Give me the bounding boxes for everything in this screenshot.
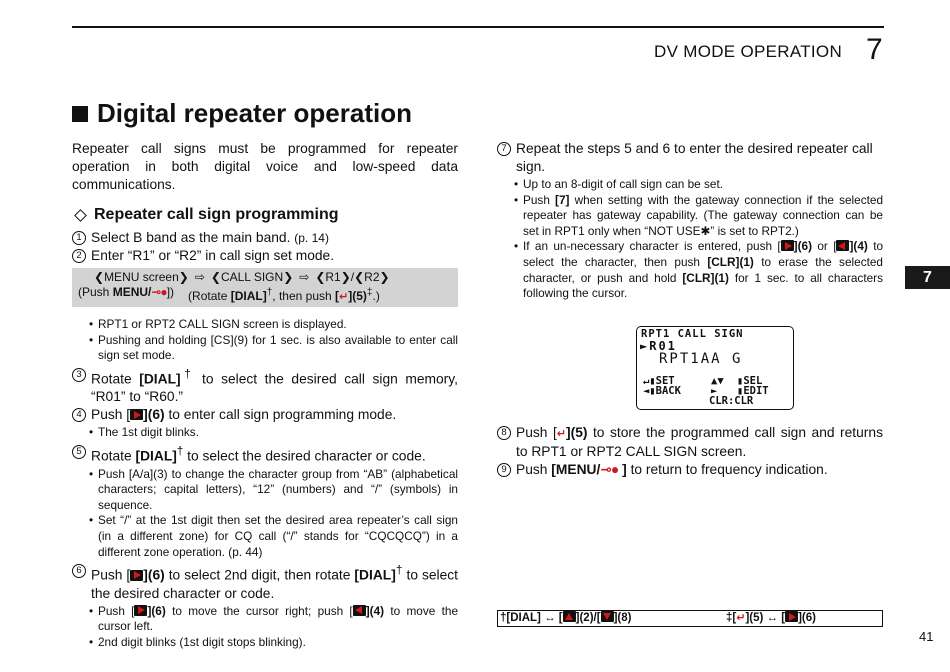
menu-key-icon: ⊸● [600,462,619,477]
push-text: (Push [78,285,110,299]
rotate-end: .) [372,289,380,303]
lcd-clr: CLR:CLR [709,395,754,407]
down-arrow-key-icon [601,611,614,622]
note-item [72,604,458,635]
step-text: Select B band as the main band. [91,230,291,245]
sequence-actions: (Push MENU/⊸●]) (Rotate [DIAL]†, then push [↵](5)‡.) [78,285,380,303]
step-9 [497,461,883,479]
note-item [497,193,883,240]
page-ref: (p. 14) [294,231,329,245]
footnote-bracket: [ [558,612,563,624]
rotate-then-push: , then push [272,289,332,303]
dial-key-label: [DIAL] [135,448,177,464]
step-2 [72,247,458,265]
subsection-title-text: Repeater call sign programming [94,206,339,223]
enter-key-icon: ↵ [556,428,566,440]
left-arrow-key-icon [353,605,366,616]
note-item: • Push [A/a](3) to change the character group from “AB” (alphabetical characters; capital letters), “12” (numbers) and “/” (symbols) in sequence. [72,467,458,514]
section-title: DV MODE OPERATION [654,42,843,61]
push-text-end: ]) [166,285,175,299]
step-4 [72,406,458,424]
menu-key-label: [MENU/ [551,462,601,477]
note-text: to select the character, then push [523,239,884,269]
step-text: Rotate [91,448,132,464]
key-label: ](4) [365,603,385,618]
note-text: ” is set to RPT2.) [710,223,799,238]
footnote-box [497,610,883,627]
seq-r2: R2 [364,270,380,284]
step-8 [497,424,883,461]
lcd-title: RPT1 CALL SIGN [641,328,744,340]
key-label: ](6) [147,603,166,618]
enter-key-label: ](5) [348,289,367,303]
step-3: 3 Rotate [DIAL]† to select the desired call sign memory, “R01” to “R60.” [72,366,458,407]
step-text-end: to select the desired call sign memory, “R01” to “R60.” [91,371,458,405]
top-rule [72,26,884,28]
dial-key-label: [DIAL] [230,289,267,303]
step-text: Push [ [91,567,131,583]
intro-paragraph: Repeater call signs must be programmed for repeater operation in both digital voice and low-speed data communications. [72,141,458,192]
note-text: Push [523,192,550,207]
step-text: Enter “R1” or “R2” in call sign set mode. [91,248,335,263]
up-arrow-key-icon [563,611,576,622]
step-5: 5 Rotate [DIAL]† to select the desired character or code. [72,443,458,466]
right-arrow-key-icon [130,409,143,420]
arrow-icon: ⇨ [194,270,205,284]
step-number: 5 [72,445,86,459]
rotate-text: (Rotate [188,289,228,303]
step-1 [72,229,458,247]
key-label: ](6) [143,567,165,583]
step-text-end: to return to frequency indication. [630,462,828,477]
step-number: 8 [497,426,511,440]
step-7-notes [497,177,883,302]
lcd-back-row [643,385,681,397]
key-label: [CLR](1) [682,270,729,285]
lcd-display [636,326,794,410]
page-number: 41 [919,629,934,644]
footnote-bracket: [ [781,612,786,624]
footnote-arrow: ↔ [544,612,556,624]
step-number: 7 [497,142,511,156]
key-label: ](6) [793,239,813,254]
right-triangle-icon: ► [711,385,718,397]
note-item: • Pushing and holding [CS](9) for 1 sec. is also available to enter call sign set mode. [72,333,458,364]
step-5-notes [72,467,458,561]
seq-r1: R1 [325,270,341,284]
step-text-end: to select the desired character or code. [91,567,459,601]
page-title-text: Digital repeater operation [97,98,412,128]
left-column [72,140,458,653]
key-label: ](6) [143,407,165,423]
note-item [497,239,883,301]
note-text: when setting with the gateway connection if the selected repeater has gateway capability. (The gateway connection can be set in RPT1 only when “NOT USE [523,192,884,238]
chapter-number: 7 [866,33,883,66]
dial-key-label: [DIAL] [354,567,396,583]
footnote-arrow: ↔ [766,612,779,624]
footnote-key: ](6) [798,612,816,624]
lcd-set: SET [655,375,675,387]
seq-call-sign: CALL SIGN [220,270,284,284]
seq-menu-screen: MENU screen [104,270,179,284]
note-item: • Up to an 8-digit of call sign can be set. [497,177,883,193]
lcd-callsign: RPT1AA G [659,351,743,367]
square-bullet-icon [72,106,88,122]
left-arrow-key-icon [836,240,849,251]
step-number: 6 [72,564,86,578]
lcd-memory: R01 [649,339,677,353]
enter-key-icon: ↵ [339,291,349,303]
step-text-mid: to select 2nd digit, then rotate [168,567,351,583]
note-text: to move the cursor left. [98,603,458,634]
note-text: to move the cursor right; push [ [172,603,353,618]
step-6: 6 Push [ ](6) to select 2nd digit, then rotate [DIAL]† to select the desired character or code. [72,562,458,603]
step-text-end: to store the programmed call sign and returns to RPT1 or RPT2 CALL SIGN screen. [516,425,883,459]
step-number: 3 [72,368,86,382]
note-text: Push [ [98,603,135,618]
lcd-edit-row: ▮EDIT [737,385,769,397]
sequence-row: ❮MENU screen❯ ⇨ ❮CALL SIGN❯ ⇨ ❮R1❯/❮R2❯ [94,270,390,284]
right-arrow-key-icon [785,611,798,622]
key-label: [7] [555,192,570,207]
note-text: to erase the selected character, or push and hold [523,254,883,285]
key-label: [CLR](1) [707,254,754,269]
step-number: 9 [497,463,511,477]
note-item: • RPT1 or RPT2 CALL SIGN screen is displayed. [72,317,458,333]
up-down-icon: ▲▼ [711,375,724,387]
step-number: 2 [72,249,86,263]
asterisk-icon: ✱ [700,223,711,238]
enter-key-icon: ↵ [736,612,746,624]
footnote-bracket: ‡[ [726,612,737,624]
enter-footnote [726,611,816,626]
footnote-key: ](2)/[ [575,612,601,624]
step-7 [497,140,883,176]
menu-key-label: MENU/ [112,285,152,299]
page-title [72,98,412,129]
footnote-dial: †[DIAL] [500,612,541,624]
footnote-key: ](5) [745,612,764,624]
step-2-notes [72,317,458,364]
lcd-sel-row: ▮SEL [737,375,763,387]
step-text: Rotate [91,371,132,387]
key-label: ](5) [566,425,588,440]
key-sequence-box [72,268,458,307]
lcd-back: BACK [655,385,681,397]
step-number: 1 [72,231,86,245]
step-4-notes [72,425,458,441]
step-text-end: to enter call sign programming mode. [168,407,397,423]
chapter-side-tab: 7 [905,266,950,289]
step-text-end: to select the desired character or code. [187,448,426,464]
lcd-sel: SEL [743,375,763,387]
right-column [497,140,883,304]
step-number: 4 [72,408,86,422]
step-text: Repeat the steps 5 and 6 to enter the desired repeater call sign. [516,141,873,174]
note-item: • The 1st digit blinks. [72,425,458,441]
right-arrow-key-icon [781,240,794,251]
bracket: ] [622,462,627,477]
right-column-lower [497,424,883,479]
pointer-icon: ► [640,339,650,353]
key-label: ](4) [849,239,868,254]
step-text: Push [ [516,425,557,440]
diamond-icon [74,209,87,222]
dial-footnote [500,611,631,626]
enter-key-icon: ↵▮ [643,375,656,387]
step-6-notes [72,604,458,651]
dial-key-label: [DIAL] [139,371,181,387]
step-text: Push [516,462,548,477]
note-text: If an un-necessary character is entered, push [ [523,239,781,254]
arrow-icon: ⇨ [299,270,310,284]
note-item: • 2nd digit blinks (1st digit stops blinking). [72,635,458,651]
right-arrow-key-icon [134,605,147,616]
footnote-key: ](8) [613,612,632,624]
subsection-title [72,206,458,224]
left-triangle-icon: ◄▮ [643,385,656,397]
lcd-edit: EDIT [743,385,769,397]
note-text: or [ [817,239,837,254]
note-item: • Set “/” at the 1st digit then set the desired area repeater’s call sign (in a different zone) for CQ call (“/” stands for “CQCQCQ”) in a different zone operation. (p. 44) [72,513,458,560]
right-arrow-key-icon [130,570,143,581]
menu-key-icon: ⊸● [151,285,167,299]
note-text: for 1 sec. to all characters following the cursor. [523,270,883,301]
step-text: Push [ [91,407,131,423]
